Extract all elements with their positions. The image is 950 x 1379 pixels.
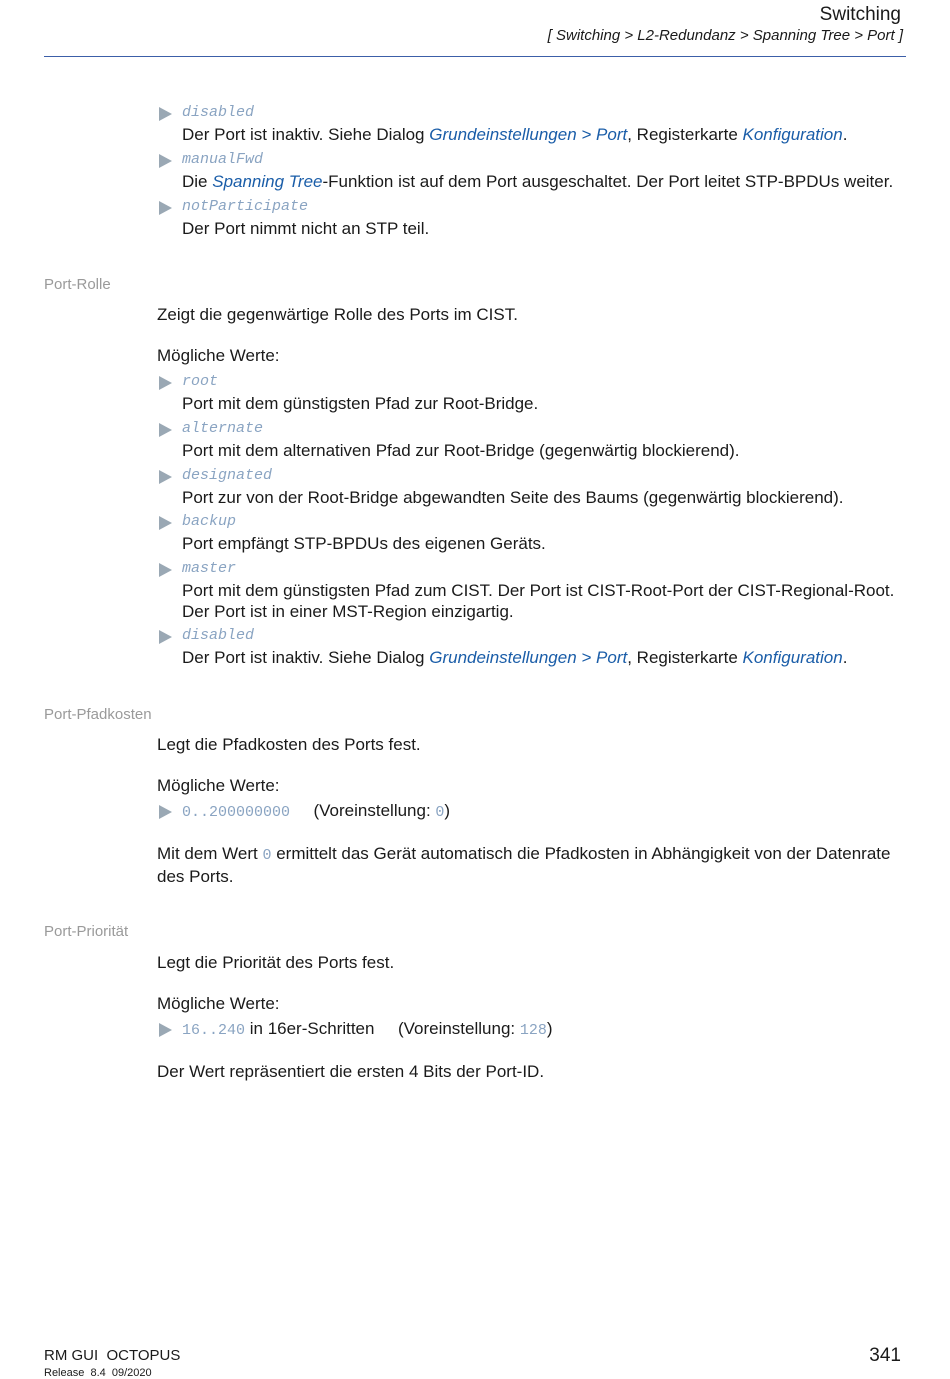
section-label-port-rolle: Port-Rolle (44, 276, 111, 293)
note-line (157, 843, 917, 866)
value-code: master (182, 560, 237, 577)
desc-line: Port mit dem günstigsten Pfad zum CIST. Der Port ist CIST-Root-Port der CIST-Regional-Root. (182, 581, 895, 600)
bullet-triangle-icon (159, 1023, 172, 1037)
section-note (157, 843, 917, 887)
breadcrumb: [ Switching > L2-Redundanz > Spanning Tree > Port ] (547, 27, 903, 44)
value-code: root (182, 373, 219, 390)
desc-text: Der Port ist inaktiv. Siehe Dialog (182, 648, 430, 667)
header-divider (44, 56, 906, 57)
value-range (182, 1019, 553, 1039)
desc-text: , Registerkarte (627, 125, 743, 144)
desc-text: . (842, 125, 848, 144)
range-suffix: in 16er-Schritten (245, 1019, 375, 1038)
tab-link[interactable]: Konfiguration (742, 648, 843, 667)
value-description (182, 171, 912, 192)
range-value: 0..200000000 (182, 804, 291, 821)
desc-text: Der Port ist inaktiv. Siehe Dialog (182, 125, 430, 144)
note-text: Mit dem Wert (157, 844, 263, 863)
values-heading: Mögliche Werte: (157, 994, 280, 1013)
dialog-link[interactable]: Grundeinstellungen > Port (429, 648, 628, 667)
section-note: Der Wert repräsentiert die ersten 4 Bits der Port-ID. (157, 1062, 545, 1081)
bullet-triangle-icon (159, 630, 172, 644)
value-code: disabled (182, 104, 255, 121)
bullet-triangle-icon (159, 201, 172, 215)
bullet-triangle-icon (159, 107, 172, 121)
value-code: backup (182, 513, 237, 530)
default-label-end: ) (444, 801, 451, 820)
dialog-link[interactable]: Grundeinstellungen > Port (429, 125, 628, 144)
value-range (182, 801, 450, 821)
range-value: 16..240 (182, 1022, 246, 1039)
default-label: (Voreinstellung: (397, 1019, 520, 1038)
bullet-triangle-icon (159, 470, 172, 484)
section-intro: Legt die Pfadkosten des Ports fest. (157, 735, 421, 754)
desc-line: Der Port ist in einer MST-Region einzigartig. (182, 602, 514, 621)
bullet-triangle-icon (159, 154, 172, 168)
section-label-port-prioritaet: Port-Priorität (44, 923, 129, 940)
bullet-triangle-icon (159, 376, 172, 390)
desc-text: -Funktion ist auf dem Port ausgeschaltet. Der Port leitet STP-BPDUs weiter. (322, 172, 894, 191)
section-label-port-pfadkosten: Port-Pfadkosten (44, 706, 152, 723)
footer-product: RM GUI OCTOPUS (44, 1347, 181, 1364)
values-heading: Mögliche Werte: (157, 776, 280, 795)
default-value: 128 (519, 1022, 547, 1039)
bullet-triangle-icon (159, 423, 172, 437)
section-intro: Legt die Priorität des Ports fest. (157, 953, 395, 972)
default-label-end: ) (546, 1019, 553, 1038)
default-label: (Voreinstellung: (313, 801, 436, 820)
glossary-link[interactable]: Spanning Tree (212, 172, 323, 191)
value-description: Port zur von der Root-Bridge abgewandten Seite des Baums (gegenwärtig blockierend). (182, 488, 844, 507)
note-line: des Ports. (157, 867, 234, 886)
section-intro: Zeigt die gegenwärtige Rolle des Ports im CIST. (157, 305, 518, 324)
value-code: disabled (182, 627, 255, 644)
desc-text: Die (182, 172, 213, 191)
value-code: notParticipate (182, 198, 309, 215)
desc-text: , Registerkarte (627, 648, 743, 667)
page-number: 341 (869, 1345, 901, 1366)
note-value: 0 (262, 847, 272, 864)
value-description: Der Port nimmt nicht an STP teil. (182, 219, 430, 238)
value-code: alternate (182, 420, 264, 437)
values-heading: Mögliche Werte: (157, 346, 280, 365)
default-value: 0 (435, 804, 445, 821)
tab-link[interactable]: Konfiguration (742, 125, 843, 144)
bullet-triangle-icon (159, 805, 172, 819)
value-description (182, 580, 912, 622)
bullet-triangle-icon (159, 563, 172, 577)
value-description (182, 124, 912, 145)
value-description (182, 647, 912, 668)
value-description: Port empfängt STP-BPDUs des eigenen Geräts. (182, 534, 546, 553)
value-description: Port mit dem alternativen Pfad zur Root-Bridge (gegenwärtig blockierend). (182, 441, 740, 460)
desc-text: . (842, 648, 848, 667)
footer-release: Release 8.4 09/2020 (44, 1367, 152, 1379)
value-code: designated (182, 467, 273, 484)
note-text: ermittelt das Gerät automatisch die Pfadkosten in Abhängigkeit von der Datenrate (271, 844, 891, 863)
value-description: Port mit dem günstigsten Pfad zur Root-Bridge. (182, 394, 539, 413)
value-code: manualFwd (182, 151, 264, 168)
bullet-triangle-icon (159, 516, 172, 530)
page-section-title: Switching (819, 4, 901, 25)
